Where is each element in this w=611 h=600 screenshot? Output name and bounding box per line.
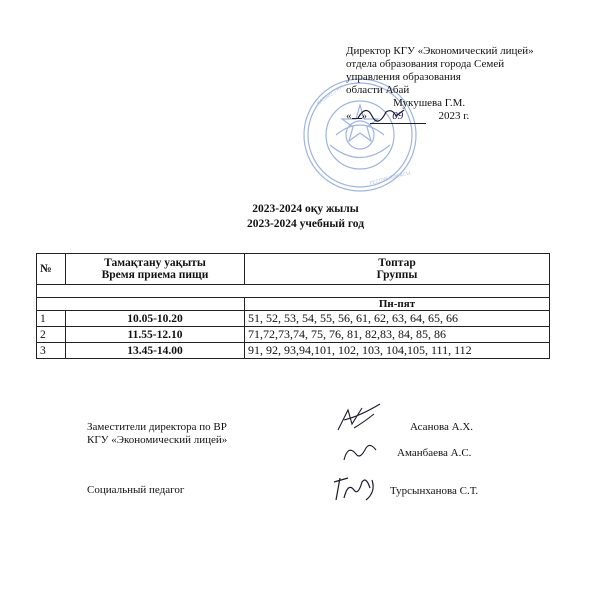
meal-schedule-table — [36, 253, 550, 359]
row-num: 1 — [37, 311, 66, 327]
days-label: Пн-пят — [245, 298, 550, 311]
approval-line-4 — [346, 84, 534, 97]
header-time-ru: Время приема пищи — [101, 269, 209, 281]
approval-region: области Абай — [346, 84, 410, 96]
date-quote-close: » — [361, 110, 367, 122]
deputy1-signature — [334, 402, 384, 434]
social-name: Турсынханова С.Т. — [390, 485, 479, 497]
approval-date-month: 09 — [370, 110, 426, 124]
svg-text:ҚАЗАҚСТАН: ҚАЗАҚСТАН — [315, 84, 345, 107]
row-groups: 71,72,73,74, 75, 76, 81, 82,83, 84, 85, 86 — [245, 327, 550, 343]
row-time: 11.55-12.10 — [66, 327, 245, 343]
row-time: 13.45-14.00 — [66, 343, 245, 359]
header-num: № — [37, 254, 66, 285]
table-row — [37, 343, 550, 359]
deputy-title-line-2: КГУ «Экономический лицей» — [87, 434, 228, 446]
row-time: 10.05-10.20 — [66, 311, 245, 327]
table-header-row — [37, 254, 550, 285]
row-num: 3 — [37, 343, 66, 359]
document-title-kz: 2023-2024 оқу жылы — [252, 203, 359, 215]
table-row — [37, 311, 550, 327]
social-signature — [330, 472, 382, 504]
deputy2-signature — [340, 440, 380, 464]
row-num: 2 — [37, 327, 66, 343]
table-row — [37, 327, 550, 343]
header-time — [66, 254, 245, 285]
approval-line-1: Директор КГУ «Экономический лицей» — [346, 45, 534, 57]
approval-line-2: отдела образования города Семей — [346, 58, 505, 70]
social-title: Социальный педагог — [87, 484, 185, 496]
deputy1-name: Асанова А.Х. — [410, 421, 474, 433]
header-groups-kz: Топтар — [378, 257, 416, 269]
document-title-ru: 2023-2024 учебный год — [246, 218, 365, 230]
row-groups: 91, 92, 93,94,101, 102, 103, 104,105, 111, 112 — [245, 343, 550, 359]
header-groups-ru: Группы — [376, 269, 418, 281]
svg-text:РЕСПУБЛИКАСЫ: РЕСПУБЛИКАСЫ — [368, 170, 412, 187]
deputy2-name: Аманбаева А.С. — [397, 447, 472, 459]
header-time-kz: Тамақтану уақыты — [104, 257, 206, 269]
approval-line-3: управления образования — [346, 71, 461, 83]
deputy-title-line-1: Заместители директора по ВР — [87, 421, 227, 433]
approval-signer: Мукушева Г.М. — [393, 97, 466, 109]
approval-date-year: 2023 г. — [438, 110, 470, 122]
header-groups — [245, 254, 550, 285]
table-spacer-row — [37, 285, 550, 298]
table-days-row — [37, 298, 550, 311]
director-signature — [356, 102, 406, 124]
date-quote-open: « — [346, 110, 352, 122]
row-groups: 51, 52, 53, 54, 55, 56, 61, 62, 63, 64, 65, 66 — [245, 311, 550, 327]
